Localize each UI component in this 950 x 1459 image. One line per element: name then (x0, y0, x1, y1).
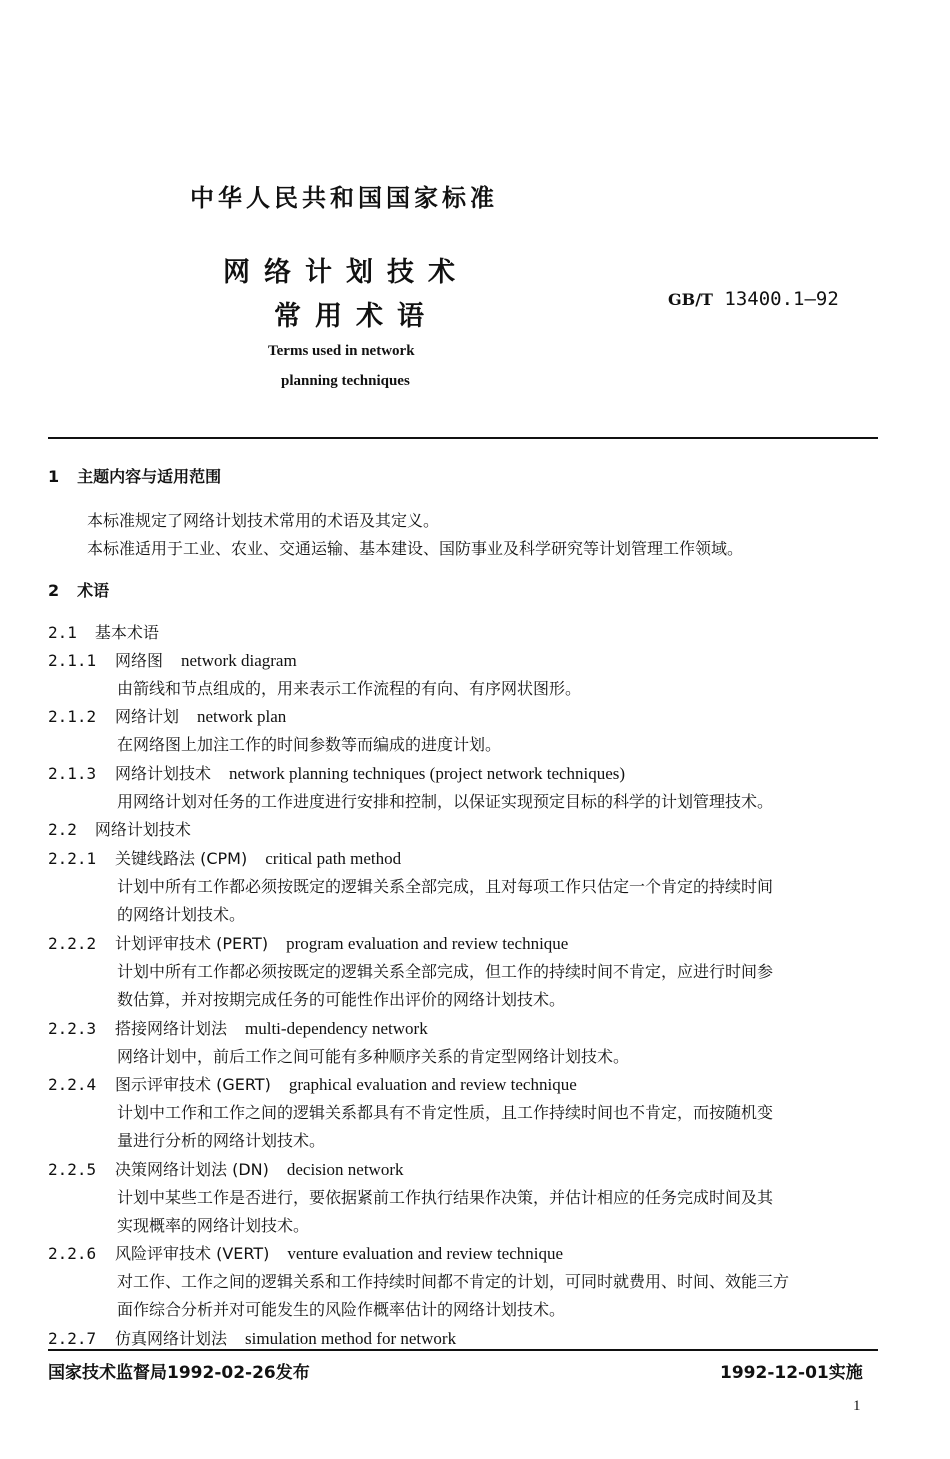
english-title-line-1: Terms used in network (268, 343, 415, 359)
term-2-1-2 (48, 704, 286, 727)
standard-code: 13400.1—92 (724, 288, 839, 310)
section-1-title: 主题内容与适用范围 (77, 467, 222, 486)
term-en: decision network (286, 1160, 404, 1179)
term-zh: 网络计划 (115, 707, 180, 726)
section-1-paragraph-2: 本标准适用于工业、农业、交通运输、基本建设、国防事业及科学研究等计划管理工作领域。 (87, 539, 744, 558)
term-2-2-5-definition-1: 计划中某些工作是否进行，要依据紧前工作执行结果作决策，并估计相应的任务完成时间及其 (117, 1188, 774, 1207)
term-number: 2.1.1 (48, 651, 97, 670)
term-2-2-3 (48, 1016, 428, 1039)
term-2-2-2-definition-1: 计划中所有工作都必须按既定的逻辑关系全部完成，但工作的持续时间不肯定，应进行时间参 (117, 962, 774, 981)
subsection-2-1-heading (48, 620, 159, 643)
subsection-2-2-title: 网络计划技术 (94, 820, 191, 839)
footer-divider (48, 1349, 878, 1351)
section-2-title: 术语 (77, 581, 110, 600)
term-2-2-4-definition-1: 计划中工作和工作之间的逻辑关系都具有不肯定性质，且工作持续时间也不肯定，而按随机变 (117, 1103, 774, 1122)
term-2-2-1-definition-1: 计划中所有工作都必须按既定的逻辑关系全部完成，且对每项工作只估定一个肯定的持续时间 (117, 877, 774, 896)
term-en: multi-dependency network (245, 1019, 428, 1038)
term-en: network plan (197, 707, 287, 726)
term-number: 2.1.3 (48, 764, 97, 783)
section-2-heading (48, 578, 109, 601)
national-standard-heading: 中华人民共和国国家标准 (190, 184, 498, 212)
term-number: 2.1.2 (48, 707, 97, 726)
term-number: 2.2.7 (48, 1329, 97, 1348)
term-zh: 网络计划技术 (115, 764, 212, 783)
term-zh: 决策网络计划法 (DN) (115, 1160, 269, 1179)
term-2-2-5 (48, 1157, 403, 1180)
subsection-2-2-heading (48, 817, 191, 840)
section-2-number: 2 (48, 581, 60, 600)
term-2-2-6-definition-1: 对工作、工作之间的逻辑关系和工作持续时间都不肯定的计划，可同时就费用、时间、效能三方 (117, 1272, 790, 1291)
section-1-heading (48, 464, 221, 487)
implementation-date: 1992-12-01实施 (720, 1363, 863, 1383)
term-zh: 关键线路法 (CPM) (115, 849, 248, 868)
term-en: network planning techniques (project network techniques) (229, 764, 626, 783)
section-1-number: 1 (48, 467, 60, 486)
subsection-2-1-title: 基本术语 (94, 623, 159, 642)
term-number: 2.2.4 (48, 1075, 97, 1094)
term-2-1-1 (48, 648, 297, 671)
term-number: 2.2.5 (48, 1160, 97, 1179)
term-zh: 图示评审技术 (GERT) (115, 1075, 271, 1094)
english-title-line-2: planning techniques (281, 373, 410, 389)
term-2-2-4-definition-2: 量进行分析的网络计划技术。 (117, 1131, 326, 1150)
term-2-2-3-definition: 网络计划中，前后工作之间可能有多种顺序关系的肯定型网络计划技术。 (117, 1047, 630, 1066)
term-2-2-4 (48, 1072, 577, 1095)
term-en: program evaluation and review technique (286, 934, 569, 953)
title-line-1: 网络计划技术 (223, 257, 469, 288)
term-2-2-6 (48, 1241, 563, 1264)
term-2-2-1-definition-2: 的网络计划技术。 (117, 905, 246, 924)
issued-date: 国家技术监督局1992-02-26发布 (48, 1363, 310, 1383)
term-2-1-1-definition: 由箭线和节点组成的，用来表示工作流程的有向、有序网状图形。 (117, 679, 582, 698)
term-zh: 网络图 (115, 651, 164, 670)
term-2-2-5-definition-2: 实现概率的网络计划技术。 (117, 1216, 310, 1235)
term-number: 2.2.1 (48, 849, 97, 868)
term-zh: 搭接网络计划法 (115, 1019, 228, 1038)
page-number: 1 (853, 1398, 861, 1414)
standard-number (668, 288, 839, 310)
subsection-2-2-number: 2.2 (48, 820, 77, 839)
term-zh: 风险评审技术 (VERT) (115, 1244, 270, 1263)
term-2-2-6-definition-2: 面作综合分析并对可能发生的风险作概率估计的网络计划技术。 (117, 1300, 566, 1319)
term-2-2-2-definition-2: 数估算，并对按期完成任务的可能性作出评价的网络计划技术。 (117, 990, 566, 1009)
term-2-1-3-definition: 用网络计划对任务的工作进度进行安排和控制，以保证实现预定目标的科学的计划管理技术。 (117, 792, 774, 811)
term-2-2-1 (48, 846, 401, 869)
term-2-2-7 (48, 1326, 456, 1349)
term-number: 2.2.2 (48, 934, 97, 953)
term-number: 2.2.3 (48, 1019, 97, 1038)
title-line-2: 常用术语 (274, 301, 438, 332)
term-zh: 仿真网络计划法 (115, 1329, 228, 1348)
term-2-1-2-definition: 在网络图上加注工作的时间参数等而编成的进度计划。 (117, 735, 502, 754)
term-zh: 计划评审技术 (PERT) (115, 934, 269, 953)
term-en: graphical evaluation and review technique (288, 1075, 577, 1094)
term-en: critical path method (265, 849, 402, 868)
subsection-2-1-number: 2.1 (48, 623, 77, 642)
term-2-1-3 (48, 761, 625, 784)
term-en: simulation method for network (245, 1329, 457, 1348)
term-en: venture evaluation and review technique (287, 1244, 564, 1263)
section-1-paragraph-1: 本标准规定了网络计划技术常用的术语及其定义。 (87, 511, 440, 530)
standard-prefix: GB/T (668, 290, 713, 309)
term-number: 2.2.6 (48, 1244, 97, 1263)
term-2-2-2 (48, 931, 568, 954)
header-divider (48, 437, 878, 439)
term-en: network diagram (181, 651, 297, 670)
